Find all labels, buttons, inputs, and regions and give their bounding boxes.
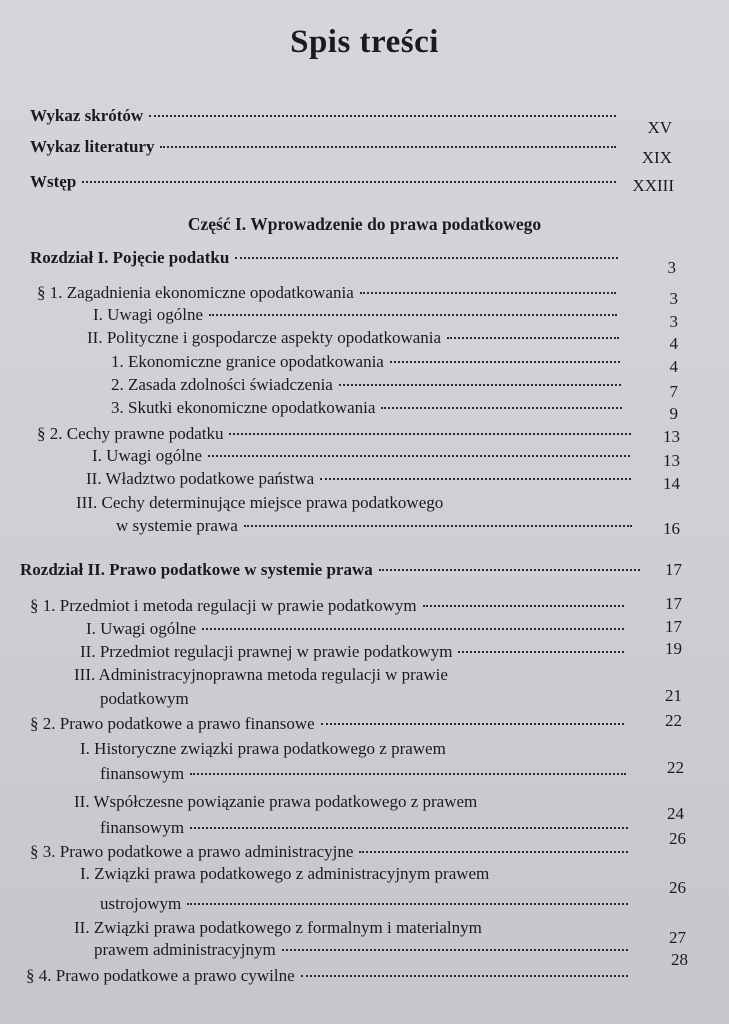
toc-point: 3. Skutki ekonomiczne opodatkowania [111, 398, 628, 418]
page-number: XIX [641, 148, 672, 167]
dot-leader [390, 361, 620, 363]
toc-subsection-line: II. Związki prawa podatkowego z formalnym i materialnym [74, 918, 482, 937]
page-number: 19 [665, 639, 682, 658]
dot-leader [339, 384, 621, 386]
toc-subsection-line: III. Cechy determinujące miejsce prawa podatkowego [76, 493, 444, 512]
dot-leader [381, 407, 622, 409]
dot-leader [447, 337, 619, 339]
page-number: 4 [669, 357, 678, 376]
page-number: XV [647, 118, 672, 137]
dot-leader [209, 314, 617, 316]
toc-section: § 1. Zagadnienia ekonomiczne opodatkowania [37, 283, 622, 303]
dot-leader [301, 975, 628, 977]
toc-section: § 2. Cechy prawne podatku [37, 424, 637, 444]
toc-point: 1. Ekonomiczne granice opodatkowania [111, 352, 626, 372]
page-number: 24 [667, 804, 684, 823]
page-number: 28 [671, 950, 688, 969]
dot-leader [379, 569, 640, 571]
page-number: 17 [665, 617, 682, 636]
toc-section: § 1. Przedmiot i metoda regulacji w prawie podatkowym [30, 596, 630, 616]
toc-subsection: I. Uwagi ogólne [93, 305, 623, 325]
dot-leader [229, 433, 631, 435]
toc-subsection-line: III. Administracyjnoprawna metoda regulacji w prawie [74, 665, 448, 684]
page-number: 14 [663, 474, 680, 493]
page-number: XXIII [632, 176, 674, 195]
toc-subsection-line: I. Historyczne związki prawa podatkowego z prawem [80, 739, 446, 758]
page-number: 26 [669, 878, 686, 897]
toc-subsection: II. Polityczne i gospodarcze aspekty opodatkowania [87, 328, 625, 348]
toc-entry-literature: Wykaz literatury [30, 137, 622, 157]
dot-leader [235, 257, 618, 259]
dot-leader [458, 651, 624, 653]
toc-subsection-continuation: ustrojowym [100, 894, 634, 914]
dot-leader [208, 455, 630, 457]
dot-leader [160, 146, 616, 148]
dot-leader [190, 827, 628, 829]
toc-section: § 2. Prawo podatkowe a prawo finansowe [30, 714, 630, 734]
part-heading: Część I. Wprowadzenie do prawa podatkowego [187, 214, 542, 234]
dot-leader [190, 773, 626, 775]
dot-leader [244, 525, 632, 527]
page-number: 17 [665, 594, 682, 613]
toc-subsection-continuation: prawem administracyjnym [94, 940, 634, 960]
toc-subsection: I. Uwagi ogólne [92, 446, 636, 466]
toc-subsection: II. Przedmiot regulacji prawnej w prawie podatkowym [80, 642, 630, 662]
toc-subsection-continuation: finansowym [100, 764, 632, 784]
dot-leader [321, 723, 624, 725]
dot-leader [282, 949, 628, 951]
dot-leader [423, 605, 624, 607]
toc-chapter-1: Rozdział I. Pojęcie podatku [30, 248, 624, 268]
page-number: 4 [669, 334, 678, 353]
dot-leader [360, 292, 616, 294]
toc-subsection-line: II. Współczesne powiązanie prawa podatkowego z prawem [74, 792, 478, 811]
toc-subsection: I. Uwagi ogólne [86, 619, 630, 639]
page-number: 9 [669, 404, 678, 423]
page-number: 17 [665, 560, 682, 579]
page-number: 26 [669, 829, 686, 848]
toc-subsection-continuation: finansowym [100, 818, 634, 838]
page-number: 3 [669, 289, 678, 308]
page-number: 3 [669, 312, 678, 331]
dot-leader [320, 478, 631, 480]
toc-subsection-line: I. Związki prawa podatkowego z administracyjnym prawem [80, 864, 490, 883]
dot-leader [187, 903, 628, 905]
page-number: 22 [667, 758, 684, 777]
page-number: 13 [663, 451, 680, 470]
page-title: Spis treści [290, 24, 439, 60]
toc-point: 2. Zasada zdolności świadczenia [111, 375, 627, 395]
toc-section: § 4. Prawo podatkowe a prawo cywilne [26, 966, 634, 986]
toc-subsection-continuation: w systemie prawa [116, 516, 638, 536]
page-number: 16 [663, 519, 680, 538]
page-number: 21 [665, 686, 682, 705]
toc-entry-abbreviations: Wykaz skrótów [30, 106, 622, 126]
toc-entry-introduction: Wstęp [30, 172, 622, 192]
toc-chapter-2: Rozdział II. Prawo podatkowe w systemie prawa [20, 560, 646, 580]
toc-section: § 3. Prawo podatkowe a prawo administracyjne [30, 842, 634, 862]
dot-leader [82, 181, 616, 183]
dot-leader [202, 628, 624, 630]
toc-subsection-continuation: podatkowym [100, 689, 189, 708]
page-number: 27 [669, 928, 686, 947]
page-number: 7 [669, 382, 678, 401]
dot-leader [359, 851, 628, 853]
dot-leader [149, 115, 616, 117]
page-number: 13 [663, 427, 680, 446]
page-number: 3 [667, 258, 676, 277]
page-number: 22 [665, 711, 682, 730]
toc-subsection: II. Władztwo podatkowe państwa [86, 469, 637, 489]
